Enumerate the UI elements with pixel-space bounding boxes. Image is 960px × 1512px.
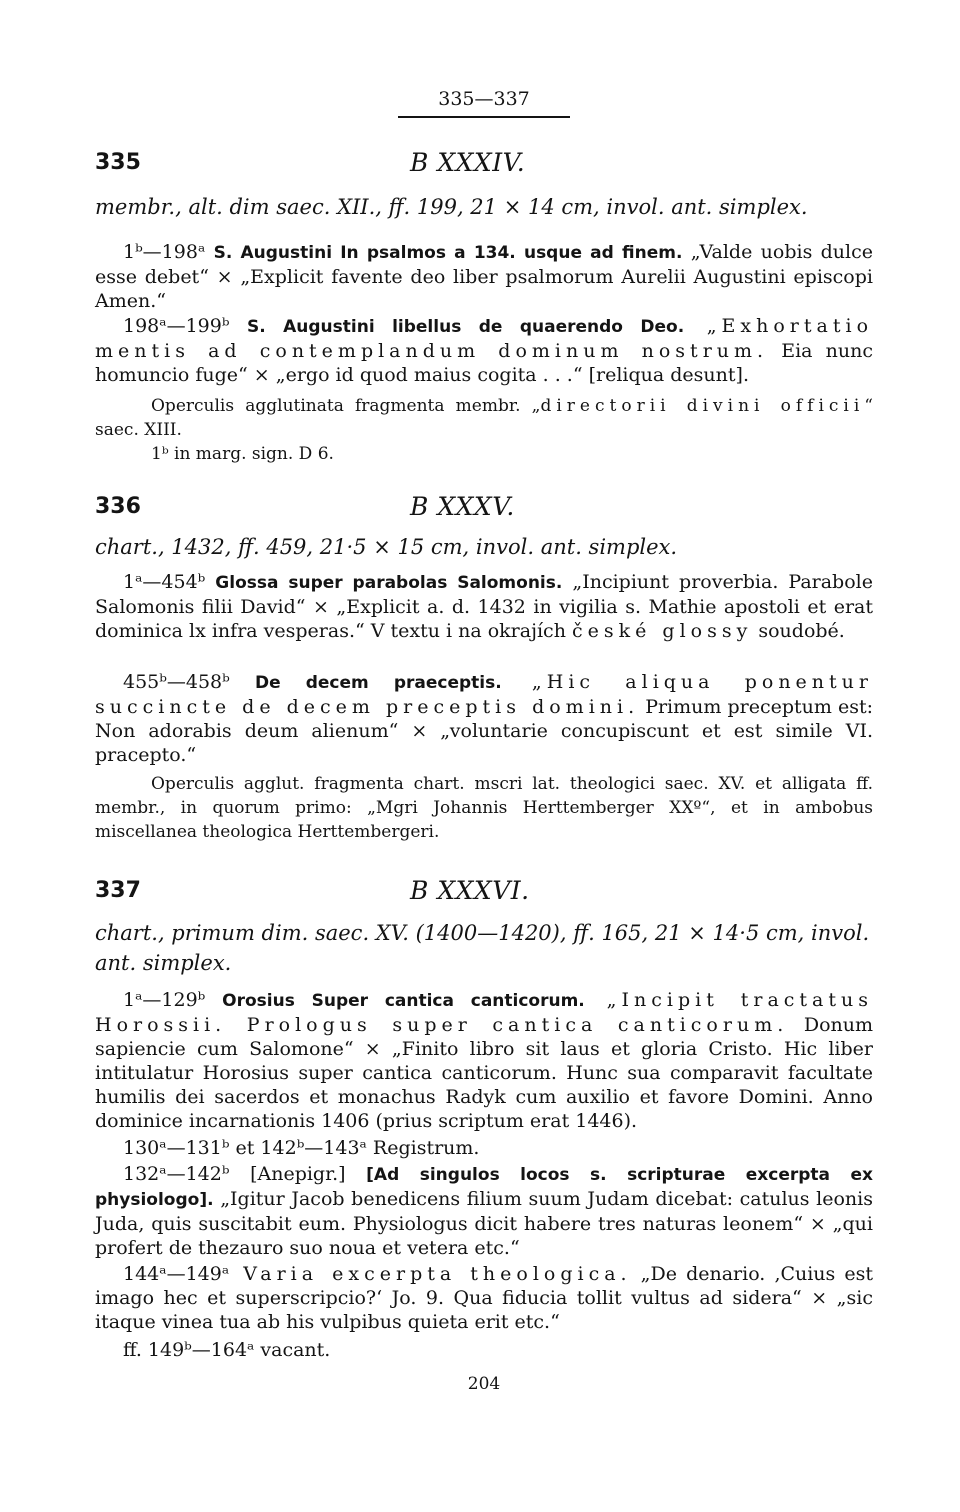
content-item [95, 670, 873, 767]
page-number: 204 [467, 1374, 501, 1394]
binding-note [95, 394, 873, 442]
signature-note [95, 442, 873, 466]
entry-description: chart., primum dim. saec. XV. (1400—1420), ff. 165, 21 × 14·5 cm, invol. ant. simplex. [95, 921, 870, 975]
folio-range: 455ᵇ—458ᵇ [123, 671, 230, 693]
item-incipit-spaced: „Hic aliqua ponentur succincte de decem preceptis domini. [95, 671, 873, 718]
item-text: Eia nunc homuncio fuge“ × „ergo id quod maius cogita . . .“ [reliqua desunt]. [95, 340, 873, 386]
item-title: S. Augustini libellus de quaerendo Deo. [247, 317, 685, 337]
item-title: [Ad singulos locos s. scripturae excerpta ex physiologo]. [95, 1165, 874, 1210]
item-title: Glossa super parabolas Salomonis. [215, 573, 563, 593]
note-text: Operculis agglut. fragmenta chart. mscri lat. theologici saec. XV. et alligata ff. membr., in quorum primo: „Mgri Johannis Herttemberger XXº“, et in ambobus miscellanea theologica Herttembergeri. [95, 774, 873, 842]
note-text: 1ᵇ in marg. sign. D 6. [151, 444, 334, 464]
content-item [95, 240, 873, 313]
folio-range: 1ᵃ—129ᵇ [123, 989, 206, 1011]
content-item [95, 1136, 873, 1160]
item-text-end: soudobé. [752, 620, 845, 642]
item-text: „De denario. ‚Cuius est imago hec et superscripcio?‘ Jo. 9. Qua fiducia tollit vultus ad sidera“ × „sic itaque vinea tua ab his vulpibus quieta erit etc.“ [95, 1263, 873, 1333]
content-item [95, 1262, 873, 1334]
item-title: Orosius Super cantica canticorum. [222, 991, 585, 1011]
item-text: „Incipiunt proverbia. Parabole Salomonis filii David“ × „Explicit a. d. 1432 in vigilia s. Mathie apostoli et erat dominica lx infra vesperas.“ V textu i na okrajích [95, 571, 873, 642]
folio-range: ff. 149ᵇ—164ᵃ [123, 1339, 255, 1361]
content-item [95, 570, 873, 643]
item-title: De decem praeceptis. [254, 673, 502, 693]
item-spaced-text: české glossy [571, 620, 753, 642]
folio-range: 132ᵃ—142ᵇ [123, 1163, 230, 1185]
item-text-end: „Igitur Jacob benedicens filium suum Judam dicebat: catulus leonis Juda, quis suscitabit eum. Physiologus dicit habere tres naturas leonem“ × „qui profert de thezauro suo noua et vetera etc.“ [95, 1188, 873, 1259]
running-head-rule [398, 116, 570, 118]
entry-number: 335 [95, 150, 141, 175]
entry-signature: B XXXV. [410, 492, 515, 521]
item-text: Donum sapiencie cum Salomone“ × „Finito libro sit laus et gloria Cristo. Hic liber intitulatur Horosius super cantica canticorum. Hunc sua comparavit facultate humilis dei sacerdos et monachus Radyk cum auxilio et favore Domini. Anno dominice incarnationis 1406 (prius scriptum erat 1446). [95, 1014, 874, 1132]
item-incipit-spaced: „Exhortatio mentis ad contemplandum dominum nostrum. [95, 315, 874, 362]
item-text: et 142ᵇ—143ᵃ Registrum. [229, 1137, 480, 1159]
running-head: 335—337 [438, 88, 530, 110]
item-text: „Valde uobis dulce esse debet“ × „Explicit favente deo liber psalmorum Aurelii Augustini episcopi Amen.“ [95, 241, 873, 312]
entry-description: chart., 1432, ff. 459, 21·5 × 15 cm, invol. ant. simplex. [95, 535, 678, 559]
item-title: S. Augustini In psalmos a 134. usque ad finem. [213, 243, 683, 263]
item-text: [Anepigr.] [229, 1163, 367, 1185]
entry-number: 337 [95, 878, 141, 903]
entry-description: membr., alt. dim saec. XII., ff. 199, 21 × 14 cm, invol. ant. simplex. [95, 195, 808, 219]
binding-note [95, 772, 873, 844]
folio-range: 1ᵃ—454ᵇ [123, 571, 206, 593]
entry-number: 336 [95, 494, 141, 519]
content-item [95, 988, 873, 1133]
entry-heading-336 [95, 494, 873, 524]
item-incipit-spaced: „Incipit tractatus Horossii. Prologus super cantica canticorum. [95, 989, 873, 1036]
entry-heading-335 [95, 150, 873, 180]
entry-signature: B XXXVI. [410, 876, 530, 905]
note-text-end: “ saec. XIII. [95, 396, 873, 440]
content-item [95, 1338, 873, 1362]
entry-heading-337 [95, 878, 873, 908]
folio-range: 144ᵃ—149ᵃ [123, 1263, 230, 1285]
content-item [95, 314, 873, 387]
folio-range: 1ᵇ—198ᵃ [123, 241, 206, 263]
content-item [95, 1162, 873, 1260]
item-title-spaced: Varia excerpta theologica. [229, 1263, 632, 1285]
entry-signature: B XXXIV. [410, 148, 526, 177]
note-text: Operculis agglutinata fragmenta membr. „ [151, 396, 541, 416]
folio-range: 130ᵃ—131ᵇ [123, 1137, 230, 1159]
item-text: vacant. [254, 1339, 331, 1361]
item-text: Primum preceptum est: Non adorabis deum alienum“ × „voluntarie concupiscunt et est simile VI. pracepto.“ [95, 696, 873, 766]
note-spaced-text: directorii divini officii [540, 396, 865, 416]
folio-range: 198ᵃ—199ᵇ [123, 315, 230, 337]
